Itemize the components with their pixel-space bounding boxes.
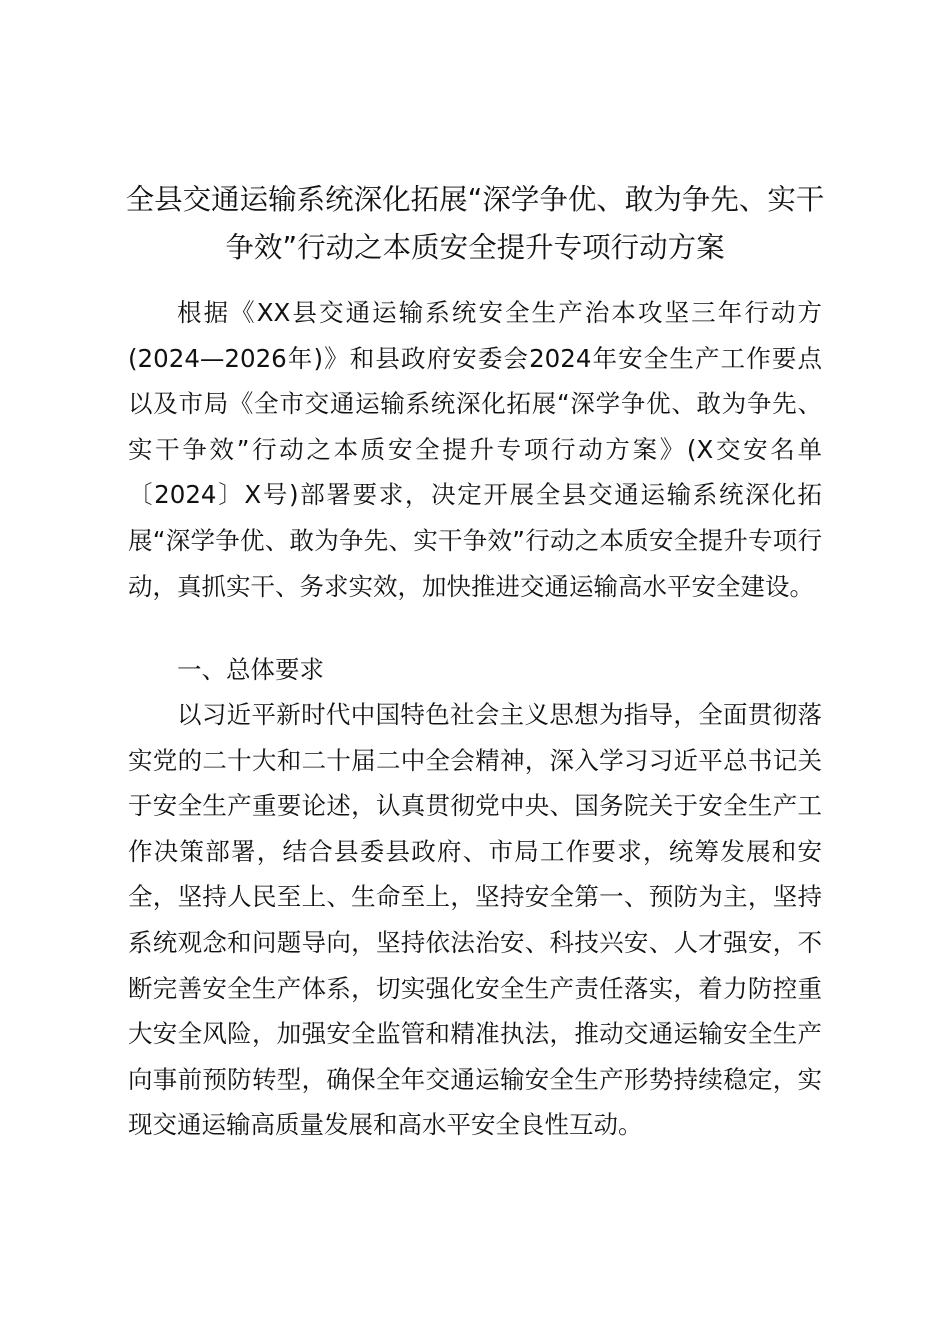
- paragraph-general-requirements: 以习近平新时代中国特色社会主义思想为指导，全面贯彻落实党的二十大和二十届二中全会精神，深入学习习近平总书记关于安全生产重要论述，认真贯彻党中央、国务院关于安全生产工作决策部署，结合县委县政府、市局工作要求，统筹发展和安全，坚持人民至上、生命至上，坚持安全第一、预防为主，坚持系统观念和问题导向，坚持依法治安、科技兴安、人才强安，不断完善安全生产体系，切实强化安全生产责任落实，着力防控重大安全风险，加强安全监管和精准执法，推动交通运输安全生产向事前预防转型，确保全年交通运输安全生产形势持续稳定，实现交通运输高质量发展和高水平安全良性互动。: [128, 700, 822, 1140]
- document-title: 全县交通运输系统深化拓展“深学争优、敢为争先、实干争效”行动之本质安全提升专项行动方案: [125, 183, 825, 264]
- paragraph-intro: 根据《XX县交通运输系统安全生产治本攻坚三年行动方(2024—2026年)》和县政府安委会2024年安全生产工作要点以及市局《全市交通运输系统深化拓展“深学争优、敢为争先、实干争效”行动之本质安全提升专项行动方案》(X交安名单〔2024〕X号)部署要求，决定开展全县交通运输系统深化拓展“深学争优、敢为争先、实干争效”行动之本质安全提升专项行动，真抓实干、务求实效，加快推进交通运输高水平安全建设。: [128, 298, 822, 601]
- section-heading-general-requirements: 一、总体要求: [177, 655, 324, 684]
